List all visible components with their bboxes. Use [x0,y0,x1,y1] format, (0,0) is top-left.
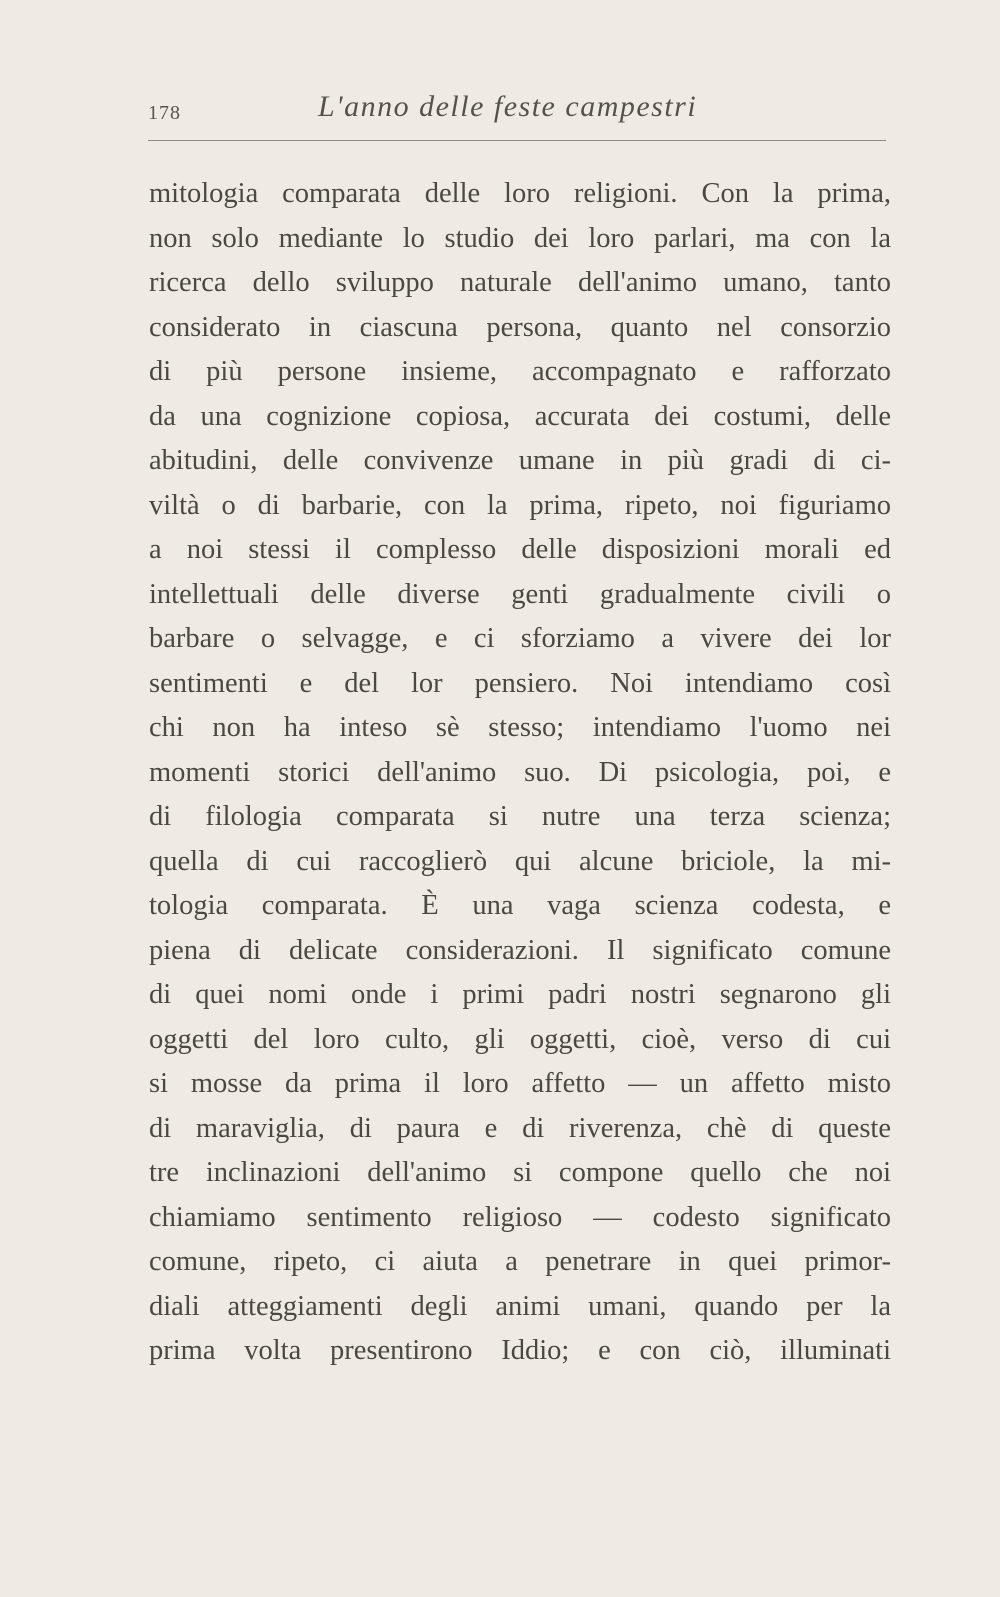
page-header [148,86,888,126]
text-line: momenti storici dell'animo suo. Di psicologia, poi, e [149,756,891,788]
text-line: barbare o selvagge, e ci sforziamo a vivere dei lor [149,623,891,654]
text-line: di più persone insieme, accompagnato e rafforzato [149,356,891,387]
text-line: a noi stessi il complesso delle disposizioni morali ed [149,534,891,565]
text-line: prima volta presentirono Iddio; e con ciò, illuminati [149,1335,891,1366]
text-line: comune, ripeto, ci aiuta a penetrare in quei primor- [149,1246,891,1277]
text-line: da una cognizione copiosa, accurata dei costumi, delle [149,400,891,432]
page-number: 178 [148,102,181,124]
text-line: piena di delicate considerazioni. Il significato comune [149,934,891,966]
text-line: tre inclinazioni dell'animo si compone quello che noi [149,1157,891,1188]
text-line: diali atteggiamenti degli animi umani, quando per la [149,1290,891,1322]
text-line: ricerca dello sviluppo naturale dell'animo umano, tanto [149,267,891,298]
text-line: considerato in ciascuna persona, quanto nel consorzio [149,311,891,343]
text-line: si mosse da prima il loro affetto — un affetto misto [149,1068,891,1099]
text-line: quella di cui raccoglierò qui alcune briciole, la mi- [149,845,891,877]
header-rule [148,140,886,141]
text-line: viltà o di barbarie, con la prima, ripeto, noi figuriamo [149,489,891,521]
text-line: tologia comparata. È una vaga scienza codesta, e [149,890,891,921]
text-line: intellettuali delle diverse genti gradualmente civili o [149,578,891,610]
text-line: abitudini, delle convivenze umane in più gradi di ci- [149,445,891,476]
text-line: mitologia comparata delle loro religioni. Con la prima, [149,178,891,209]
text-line: oggetti del loro culto, gli oggetti, cioè, verso di cui [149,1023,891,1055]
body-text [149,172,891,1374]
text-line: di maraviglia, di paura e di riverenza, chè di queste [149,1112,891,1144]
text-line: chiamiamo sentimento religioso — codesto significato [149,1201,891,1233]
text-line: di quei nomi onde i primi padri nostri segnarono gli [149,979,891,1010]
text-line: di filologia comparata si nutre una terza scienza; [149,801,891,832]
text-line: chi non ha inteso sè stesso; intendiamo l'uomo nei [149,712,891,743]
text-line: sentimenti e del lor pensiero. Noi intendiamo così [149,667,891,699]
text-line: non solo mediante lo studio dei loro parlari, ma con la [149,222,891,254]
running-title: L'anno delle feste campestri [318,90,698,123]
